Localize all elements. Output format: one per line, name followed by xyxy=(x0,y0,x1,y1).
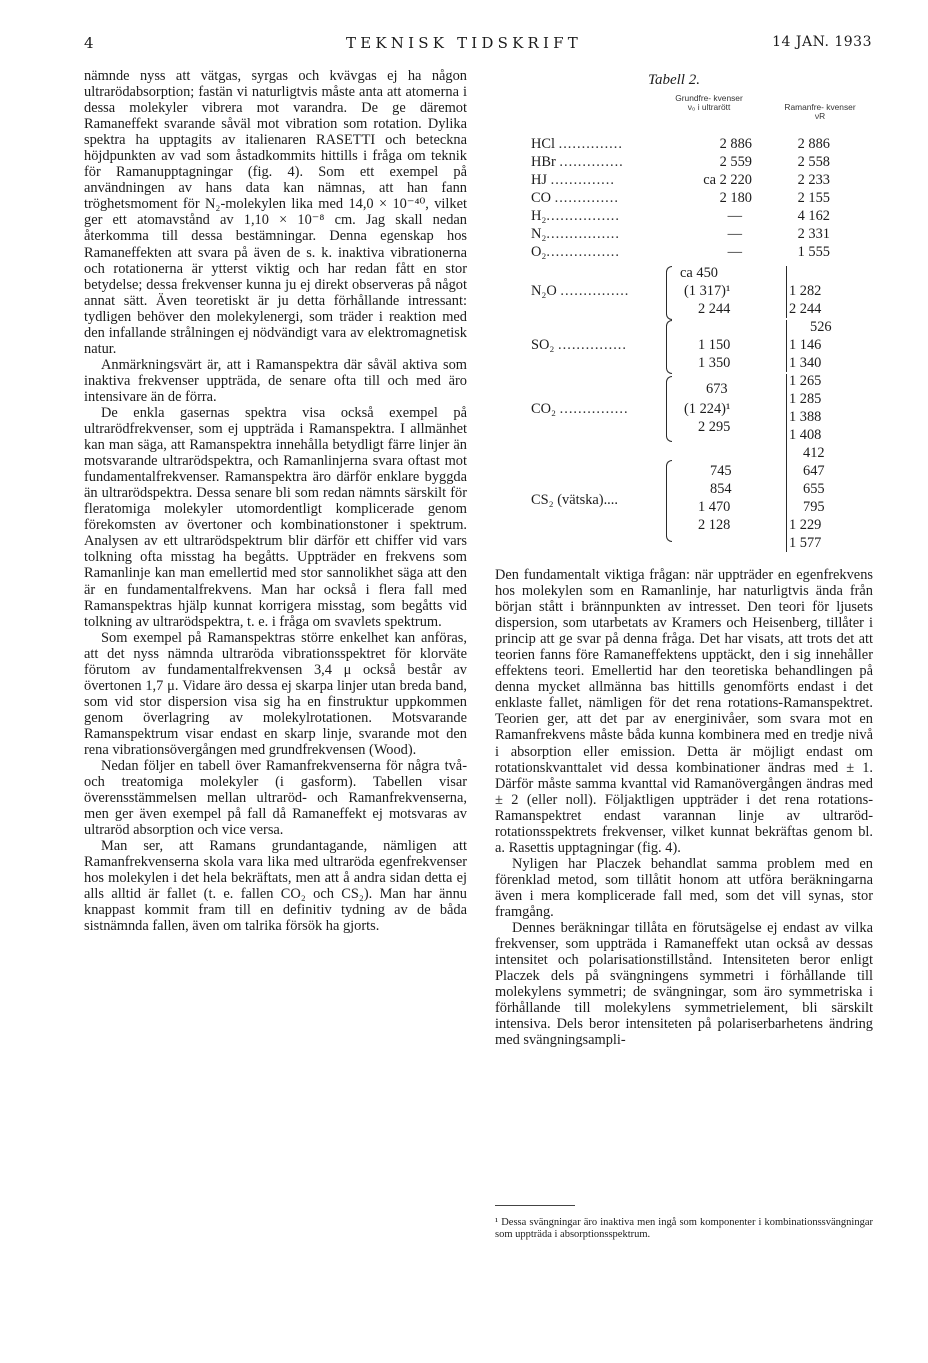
molecule-name: CO xyxy=(531,190,551,206)
ir-value: 854 xyxy=(710,481,732,497)
molecule-name: H₂ xyxy=(531,208,547,224)
raman-value: 1 555 xyxy=(797,244,830,260)
paragraph: Nedan följer en tabell över Ramanfrekvenserna för några två- och treatomiga molekyler (i gasform). Tabellen visar överensstämmelsen mellan ultraröd- och Ramanfrekvenserna, men ger även exempel på fall då Ramaneffekt ej motsvaras av ultraröd absorption och vice versa. xyxy=(84,758,467,839)
ir-value: 673 xyxy=(706,381,728,397)
paragraph: Som exempel på Ramanspektras större enkelhet kan anföras, att det nyss nämnda ultraröda vibrationsspektret för klorväte förutom av fundamentalfrekvensen 3,4 μ också består av övertonen 1,7 μ. Vidare äro dessa ej skarpa linjer utan breda band, som vid stor dispersion visa sig ha en finstruktur uppkommen genom överlagring av molekylrotationen. Motsvarande Ramanspektrum visar endast en skarp linje, svarande mot den rena vibrationsövergången med grundfrekvensen (Wood). xyxy=(84,629,467,758)
ir-value: ca 450 xyxy=(680,265,718,281)
ir-value: 2 559 xyxy=(719,154,752,170)
molecule-label xyxy=(531,491,643,509)
raman-value: 2 155 xyxy=(797,190,830,206)
paragraph: Nyligen har Placzek behandlat samma problem med en förenklad metod, som tillåtit honom att utföra beräkningarna även i mera komplicerade fall med, som det vill synas, stor framgång. xyxy=(495,855,873,920)
raman-value: 1 388 xyxy=(789,409,822,425)
ir-value: 1 470 xyxy=(698,499,731,515)
raman-value: 1 146 xyxy=(789,337,822,353)
raman-value: 655 xyxy=(803,481,825,497)
footnote-rule xyxy=(495,1205,575,1206)
raman-value: 2 244 xyxy=(789,301,822,317)
ir-value: ca 2 220 xyxy=(703,172,752,188)
molecule-name: CO₂ xyxy=(531,401,557,417)
leader-dots: ................ xyxy=(546,226,620,242)
raman-value: 2 331 xyxy=(797,226,830,242)
raman-value: 1 408 xyxy=(789,427,822,443)
leader-dots: ............... xyxy=(560,283,630,299)
raman-value: 2 558 xyxy=(797,154,830,170)
molecule-name: HCl xyxy=(531,136,555,152)
molecule-name: HBr xyxy=(531,154,556,170)
ir-value: 1 350 xyxy=(698,355,731,371)
molecule-label xyxy=(531,153,643,171)
raman-value: 2 233 xyxy=(797,172,830,188)
ir-value: — xyxy=(727,244,742,260)
molecule-name: N₂O xyxy=(531,283,557,299)
paragraph: Man ser, att Ramans grundantagande, nämligen att Ramanfrekvenserna skola vara lika med ultraröda egenfrekvenser hos molekylen i det hela bekräftats, men att å andra sidan detta ej alls alltid är fallet (t. e. fallen CO₂ och CS₂). Man har ännu knappast kommit fram till en definitiv tydning av de båda sistnämnda fallen, även om talrika försök ha gjorts. xyxy=(84,838,467,935)
paragraph: De enkla gasernas spektra visa också exempel på ultrarödfrekvenser, som ej uppträda i Ramanspektra. I allmänhet kan man säga, att Ramanspektra innehålla betydligt färre linjer än motsvarande ultrarödspektra, och Ramanlinjerna svara oftast mot fundamentalfrekvenser. Ramanspektra äro därför enklare byggda än ultrarödspektra. Dessa senare bli som redan nämnts särskilt för fleratomiga molekyler utomordentligt komplicerade genom förekomsten av övertoner och kombinationstoner i spektrum. Analysen av ett ultrarödspektrum blir därför ett chiffer vid vars tolkning ofta misstag ha begåtts. Uppträder en frekvens som Ramanlinje kan man emellertid med stor sannolikhet säga att den är en fundamentalfrekvens. Man har också i flera fall med Ramanspektras hjälp kunnat korrigera misstag, som begåtts vid tolkning av ultrarödspektra, t. e. i fråga om svavlets spektrum. xyxy=(84,404,467,630)
ir-value: 745 xyxy=(710,463,732,479)
molecule-name: SO₂ xyxy=(531,337,555,353)
leader-dots: ................ xyxy=(546,208,620,224)
column-header-ir: Grundfre- kvenser ν₀ i ultrarött xyxy=(675,93,743,112)
molecule-label xyxy=(531,336,643,354)
molecule-label xyxy=(531,135,643,153)
molecule-name: HJ xyxy=(531,172,547,188)
molecule-name: N₂ xyxy=(531,226,547,242)
paragraph: nämnde nyss att vätgas, syrgas och kvävgas ej ha någon ultrarödabsorption; fastän vi naturligtvis måste anta att atomerna i dessa molekyler vibrera mot varandra. De ge däremot Ramaneffekt svarande såväl mot vibration som rotation. Dylika spektra ha upptagits av italienaren RASETTI och beteckna höjdpunkten av vad som åstadkommits hittills i fråga om teknik för Ramanupptagningar (fig. 4). Som ett exempel på användningen av hans data kan nämnas, att han fann tröghetsmoment för N₂-molekylen lika med 14,0 × 10⁻⁴⁰, vilket ger ett atomavstånd av 1,10 × 10⁻⁸ cm. Jag skall nedan återkomma till dessa bestämningar. Denna egenskap hos Ramaneffekten att svara på även de s. k. inaktiva vibrationerna och rotationerna är ytterst viktig och har redan fått en stor betydelse; dessa frekvenser kunna ju ej direkt observeras på något annat sätt. Även teoretiskt är ju detta förhållande intressant: tydligen behöver den molekylenergi, som träder i reaktion med den infallande strålningen ej nödvändigt vara av elektromagnetisk natur. xyxy=(84,68,467,357)
column-header-raman: Ramanfre- kvenser νR xyxy=(784,102,856,121)
raman-value: 1 282 xyxy=(789,283,822,299)
raman-value: 1 229 xyxy=(789,517,822,533)
ir-value: (1 224)¹ xyxy=(684,401,731,417)
ir-value: 2 886 xyxy=(719,136,752,152)
issue-date: 14 JAN. 1933 xyxy=(772,34,872,50)
brace xyxy=(666,460,672,542)
molecule-label xyxy=(531,282,643,300)
raman-value: 412 xyxy=(803,445,825,461)
leader-dots: .............. xyxy=(550,172,615,188)
table-caption: Tabell 2. xyxy=(648,72,700,88)
molecule-label xyxy=(531,189,643,207)
right-column xyxy=(495,567,873,1048)
molecule-name: CS₂ (vätska).... xyxy=(531,492,618,508)
page-number: 4 xyxy=(84,34,94,52)
left-column xyxy=(84,68,467,935)
brace xyxy=(666,266,672,320)
ir-value: 2 244 xyxy=(698,301,731,317)
ir-value: (1 317)¹ xyxy=(684,283,731,299)
ir-value: — xyxy=(727,208,742,224)
molecule-name: O₂ xyxy=(531,244,547,260)
ir-value: 2 295 xyxy=(698,419,731,435)
brace xyxy=(666,320,672,374)
leader-dots: ............... xyxy=(558,337,627,353)
molecule-label xyxy=(531,171,643,189)
molecule-label xyxy=(531,243,643,261)
raman-value: 1 340 xyxy=(789,355,822,371)
raman-value: 2 886 xyxy=(797,136,830,152)
ir-value: — xyxy=(727,226,742,242)
ir-value: 2 180 xyxy=(719,190,752,206)
paragraph: Anmärkningsvärt är, att i Ramanspektra där såväl aktiva som inaktiva frekvenser uppträda, de senare ofta till och med äro intensivare än de förra. xyxy=(84,356,467,405)
footnote: ¹ Dessa svängningar äro inaktiva men ingå som komponenter i kombinationssvängningar som uppträda i absorptionsspektrum. xyxy=(495,1217,873,1240)
molecule-label xyxy=(531,207,643,225)
raman-value: 4 162 xyxy=(797,208,830,224)
paragraph: Den fundamentalt viktiga frågan: när uppträder en egenfrekvens hos molekylen som en Ramanlinje, har naturligtvis ända från början stått i brännpunkten av intresset. Den teori för ljusets dispersion, som utarbetats av Kramers och Heisenberg, tillåter i princip att ge svar på denna fråga. Det har visats, att trots det att teorien fanns före Ramaneffektens upptäckt, den i sig innehåller effektens teori. Emellertid har den teoretiska behandlingen på denna mycket allmänna bas hittills genomförts endast i det enklaste fallet, nämligen för det rena rotations-Ramanspektret. Teorien ger, att det par av energinivåer, som svara mot en Ramanfrekvens måste båda kunna kombinera med en tredje nivå i absorption eller emission. Detta är möjligt endast om rotationskvanttalet vid dessa kombinationer ändras med ± 1. Därför måste samma kvanttal vid Ramanövergången ändras med ± 2 (eller noll). Följaktligen uppträder i det rena rotations-Ramanspektret endast varannan linje av ultraröd-rotationsspektrets frekvenser, vilket kunnat bekräftas genom bl. a. Rasettis upptagningar (fig. 4). xyxy=(495,567,873,856)
brace xyxy=(666,376,672,442)
raman-value: 795 xyxy=(803,499,825,515)
raman-value: 1 285 xyxy=(789,391,822,407)
ir-value: 1 150 xyxy=(698,337,731,353)
ir-value: 2 128 xyxy=(698,517,731,533)
molecule-label xyxy=(531,400,643,418)
leader-dots: .............. xyxy=(559,154,624,170)
journal-title: TEKNISK TIDSKRIFT xyxy=(346,34,582,52)
raman-value: 1 577 xyxy=(789,535,822,551)
raman-value: 526 xyxy=(810,319,832,335)
leader-dots: .............. xyxy=(554,190,619,206)
raman-value: 647 xyxy=(803,463,825,479)
paragraph: Dennes beräkningar tillåta en förutsägelse ej endast av vilka frekvenser, som uppträda i Ramaneffekt utan också av dessas intensitet och polarisationstillstånd. Intensiteten beror enligt Placzek dels på svängningens symmetri i förhållande till molekylens symmetri; de svängningar, som äro symmetriska i förhållande till molekylens symmetrielement, bli särskilt intensiva. Dels beror intensiteten på polariserbarhetens ändring med svängningsampli- xyxy=(495,920,873,1049)
raman-value: 1 265 xyxy=(789,373,822,389)
molecule-label xyxy=(531,225,643,243)
leader-dots: ................ xyxy=(546,244,620,260)
leader-dots: ............... xyxy=(559,401,629,417)
leader-dots: .............. xyxy=(558,136,623,152)
